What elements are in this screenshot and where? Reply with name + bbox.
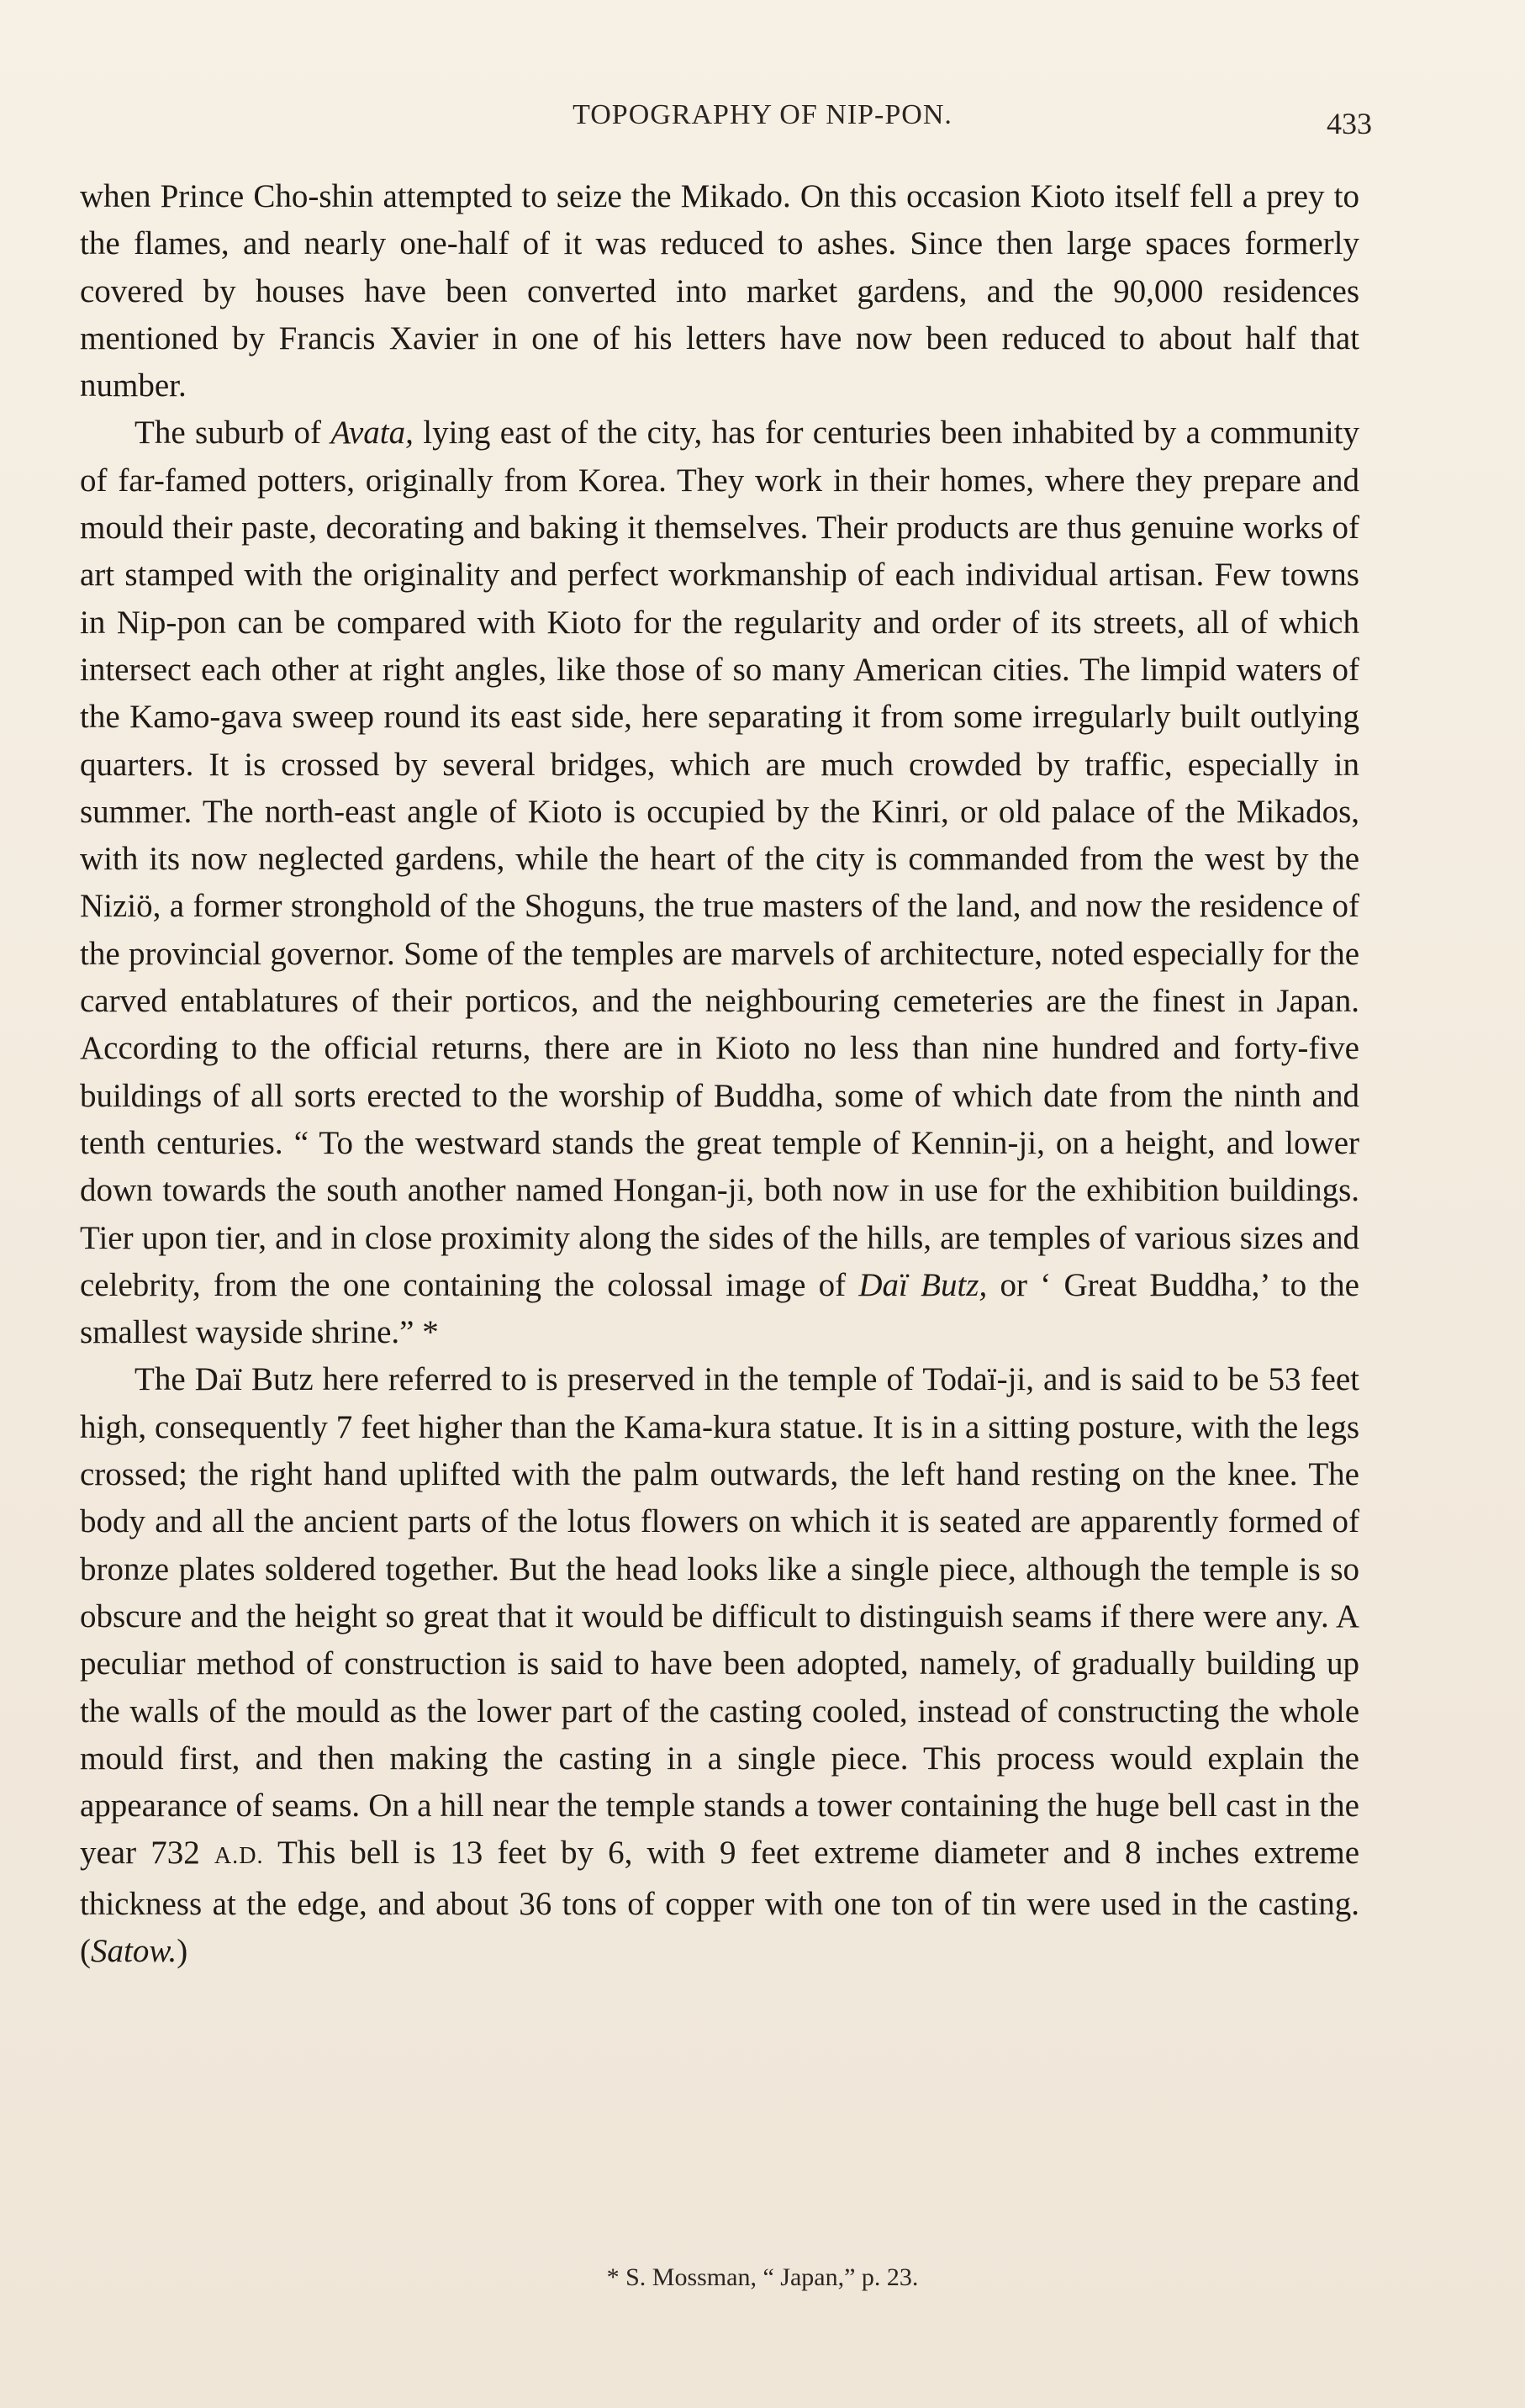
footnote: * S. Mossman, “ Japan,” p. 23. [606,2263,919,2291]
page-number: 433 [1327,107,1372,140]
text-run: or ‘ Great Buddha,’ to the smallest wayside shrine.” * [80,1266,1359,1351]
small-caps-text: A.D. [214,1843,264,1870]
running-title: TOPOGRAPHY OF NIP-PON. [573,99,952,130]
running-head [0,99,1525,146]
paragraph [80,173,1359,409]
text-run: ) [177,1932,188,1969]
text-run: The Daï Butz here referred to is preserved in the temple of Todaï-ji, and is said to be 53 feet high, consequently 7 feet higher than the Kama-kura statue. It is in a sitting posture, with the legs crossed; the right hand uplifted with the palm outwards, the left hand resting on the knee. The body and all the ancient parts of the lotus flowers on which it is seated are apparently formed of bronze plates soldered together. But the head looks like a single piece, although the temple is so obscure and the height so great that it would be difficult to distinguish seams if there were any. A peculiar method of construction is said to have been adopted, namely, of gradually building up the walls of the mould as the lower part of the casting cooled, instead of constructing the whole mould first, and then making the casting in a single piece. This process would explain the appearance of seams. On a hill near the temple stands a tower containing the huge bell cast in the year 732 [80,1361,1359,1872]
text-run: The suburb of [135,415,331,452]
paragraph [80,1356,1359,1975]
body-text [80,173,1359,1975]
italic-text: Satow. [91,1932,177,1969]
text-run: lying east of the city, has for centuries been inhabited by a community of far-famed potters, originally from Korea. They work in their homes, where they prepare and mould their paste, decorating and baking it themselves. Their products are thus genuine works of art stamped with the originality and perfect workmanship of each individual artisan. Few towns in Nip-pon can be compared with Kioto for the regularity and order of its streets, all of which intersect each other at right angles, like those of so many American cities. The limpid waters of the Kamo-gava sweep round its east side, here separating it from some irregularly built outlying quarters. It is crossed by several bridges, which are much crowded by traffic, especially in summer. The north-east angle of Kioto is occupied by the Kinri, or old palace of the Mikados, with its now neglected gardens, while the heart of the city is commanded from the west by the Niziö, a former stronghold of the Shoguns, the true masters of the land, and now the residence of the provincial governor. Some of the temples are marvels of architecture, noted especially for the carved entablatures of their porticos, and the neighbouring cemeteries are the finest in Japan. According to the official returns, there are in Kioto no less than nine hundred and forty-five buildings of all sorts erected to the worship of Buddha, some of which date from the ninth and tenth centuries. “ To the westward stands the great temple of Kennin-ji, on a height, and lower down towards the south another named Hongan-ji, both now in use for the exhibition buildings. Tier upon tier, and in close proximity along the sides of the hills, are temples of various sizes and celebrity, from the one containing the colossal image of [80,415,1359,1303]
italic-text: Daï Butz, [858,1266,988,1303]
text-run: when Prince Cho-shin attempted to seize the Mikado. On this occasion Kioto itself fell a prey to the flames, and nearly one-half of it was reduced to ashes. Since then large spaces formerly covered by houses have been converted into market gardens, and the 90,000 residences mentioned by Francis Xavier in one of his letters have now been reduced to about half that number. [80,178,1359,404]
italic-text: Avata, [330,415,414,452]
paragraph [80,409,1359,1356]
text-run: This bell is 13 feet by 6, with 9 feet extreme diameter and 8 inches extreme thickness at the edge, and about 36 tons of copper with one ton of tin were used in the casting. ( [80,1835,1360,1969]
